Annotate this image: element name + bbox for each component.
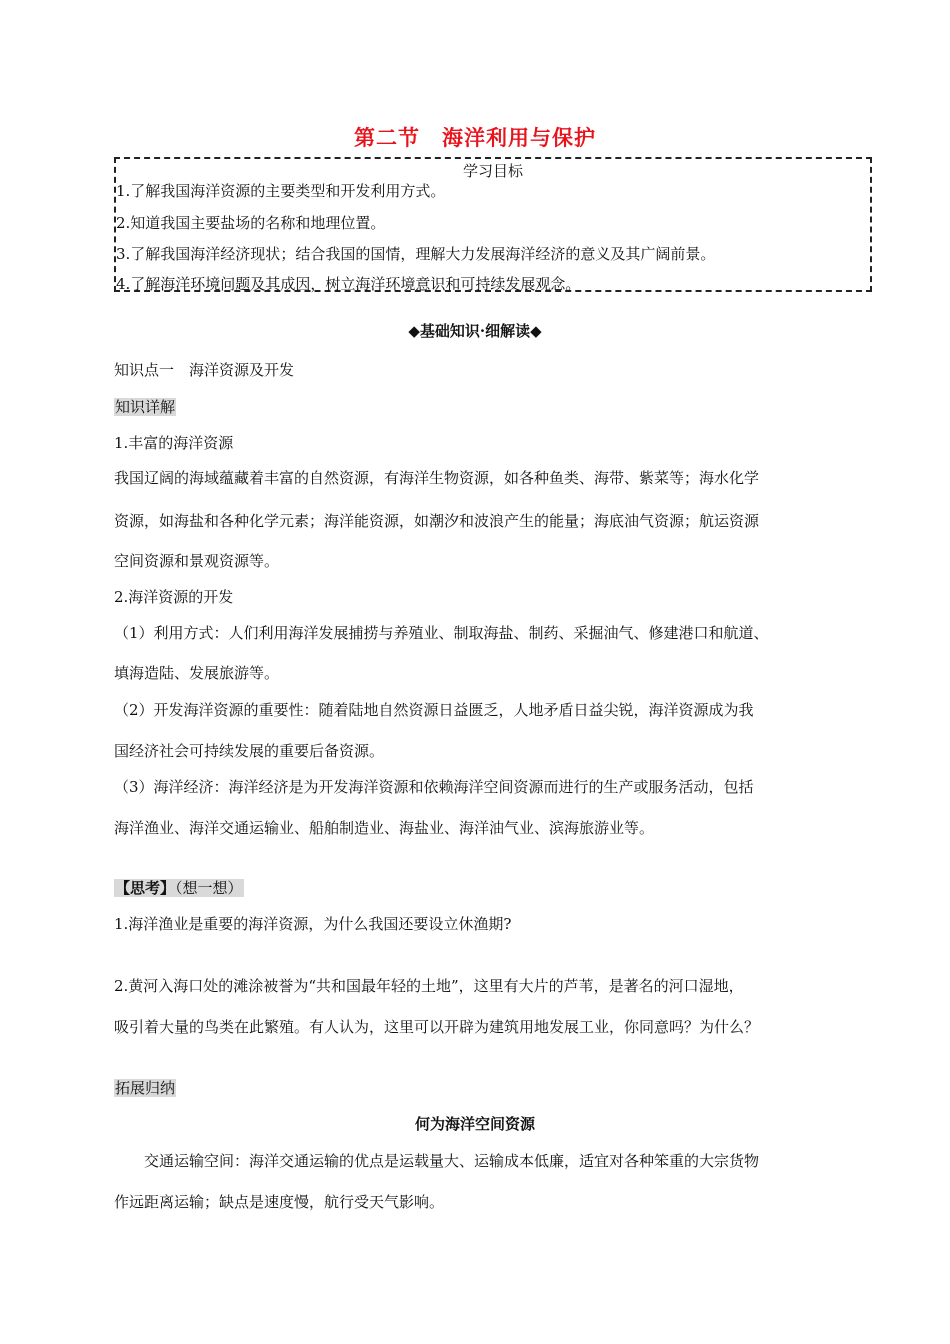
- think-question-1: 1.海洋渔业是重要的海洋资源，为什么我国还要设立休渔期?: [114, 915, 512, 933]
- extend-paragraph-line: 交通运输空间：海洋交通运输的优点是运载量大、运输成本低廉，适宜对各种笨重的大宗货物: [144, 1152, 760, 1170]
- paragraph-line: 我国辽阔的海域蕴藏着丰富的自然资源，有海洋生物资源，如各种鱼类、海带、紫菜等；海水化学: [114, 469, 760, 487]
- extend-tag: [114, 1077, 176, 1098]
- knowledge-detail-label: 知识详解: [115, 398, 176, 416]
- goal-item-3: 3.了解我国海洋经济现状；结合我国的国情，理解大力发展海洋经济的意义及其广阔前景。: [116, 245, 716, 263]
- paragraph-line: （2）开发海洋资源的重要性：随着陆地自然资源日益匮乏，人地矛盾日益尖锐，海洋资源成为我: [114, 701, 754, 719]
- paragraph-line: 海洋渔业、海洋交通运输业、船舶制造业、海盐业、海洋油气业、滨海旅游业等。: [114, 819, 655, 837]
- learning-goals-box: [114, 157, 872, 292]
- think-tag-label: [114, 879, 244, 897]
- page-title: 第二节 海洋利用与保护: [354, 126, 596, 150]
- learning-goals-heading: 学习目标: [462, 162, 523, 180]
- knowledge-point-heading: 知识点一 海洋资源及开发: [114, 361, 295, 379]
- think-question-2-line: 2.黄河入海口处的滩涂被誉为“共和国最年轻的土地”，这里有大片的芦苇，是著名的河口湿地，: [114, 977, 744, 995]
- paragraph-line: 空间资源和景观资源等。: [114, 552, 280, 570]
- extend-heading: 何为海洋空间资源: [414, 1115, 535, 1133]
- section-banner: ◆基础知识·细解读◆: [408, 322, 542, 340]
- extend-paragraph-line: 作远距离运输；缺点是速度慢，航行受天气影响。: [114, 1193, 445, 1211]
- goal-item-4: 4.了解海洋环境问题及其成因，树立海洋环境意识和可持续发展观念。: [116, 275, 581, 293]
- think-tag-rest: （想一想）: [175, 879, 243, 897]
- goal-item-2: 2.知道我国主要盐场的名称和地理位置。: [116, 214, 386, 232]
- paragraph-line: 资源，如海盐和各种化学元素；海洋能资源，如潮汐和波浪产生的能量；海底油气资源；航运资源: [114, 512, 760, 530]
- subheading-ocean-resources: 1.丰富的海洋资源: [114, 434, 234, 452]
- paragraph-line: 填海造陆、发展旅游等。: [114, 664, 280, 682]
- think-question-2-line: 吸引着大量的鸟类在此繁殖。有人认为，这里可以开辟为建筑用地发展工业，你同意吗？为什么？: [114, 1018, 760, 1036]
- knowledge-detail-tag: [114, 396, 176, 417]
- think-tag-bold: 【思考】: [115, 879, 176, 897]
- think-tag: [114, 877, 244, 898]
- paragraph-line: （1）利用方式：人们利用海洋发展捕捞与养殖业、制取海盐、制药、采掘油气、修建港口和航道、: [114, 624, 769, 642]
- paragraph-line: （3）海洋经济：海洋经济是为开发海洋资源和依赖海洋空间资源而进行的生产或服务活动，包括: [114, 778, 754, 796]
- subheading-resource-development: 2.海洋资源的开发: [114, 588, 234, 606]
- paragraph-line: 国经济社会可持续发展的重要后备资源。: [114, 742, 385, 760]
- goal-item-1: 1.了解我国海洋资源的主要类型和开发利用方式。: [116, 182, 446, 200]
- extend-tag-label: 拓展归纳: [115, 1079, 176, 1097]
